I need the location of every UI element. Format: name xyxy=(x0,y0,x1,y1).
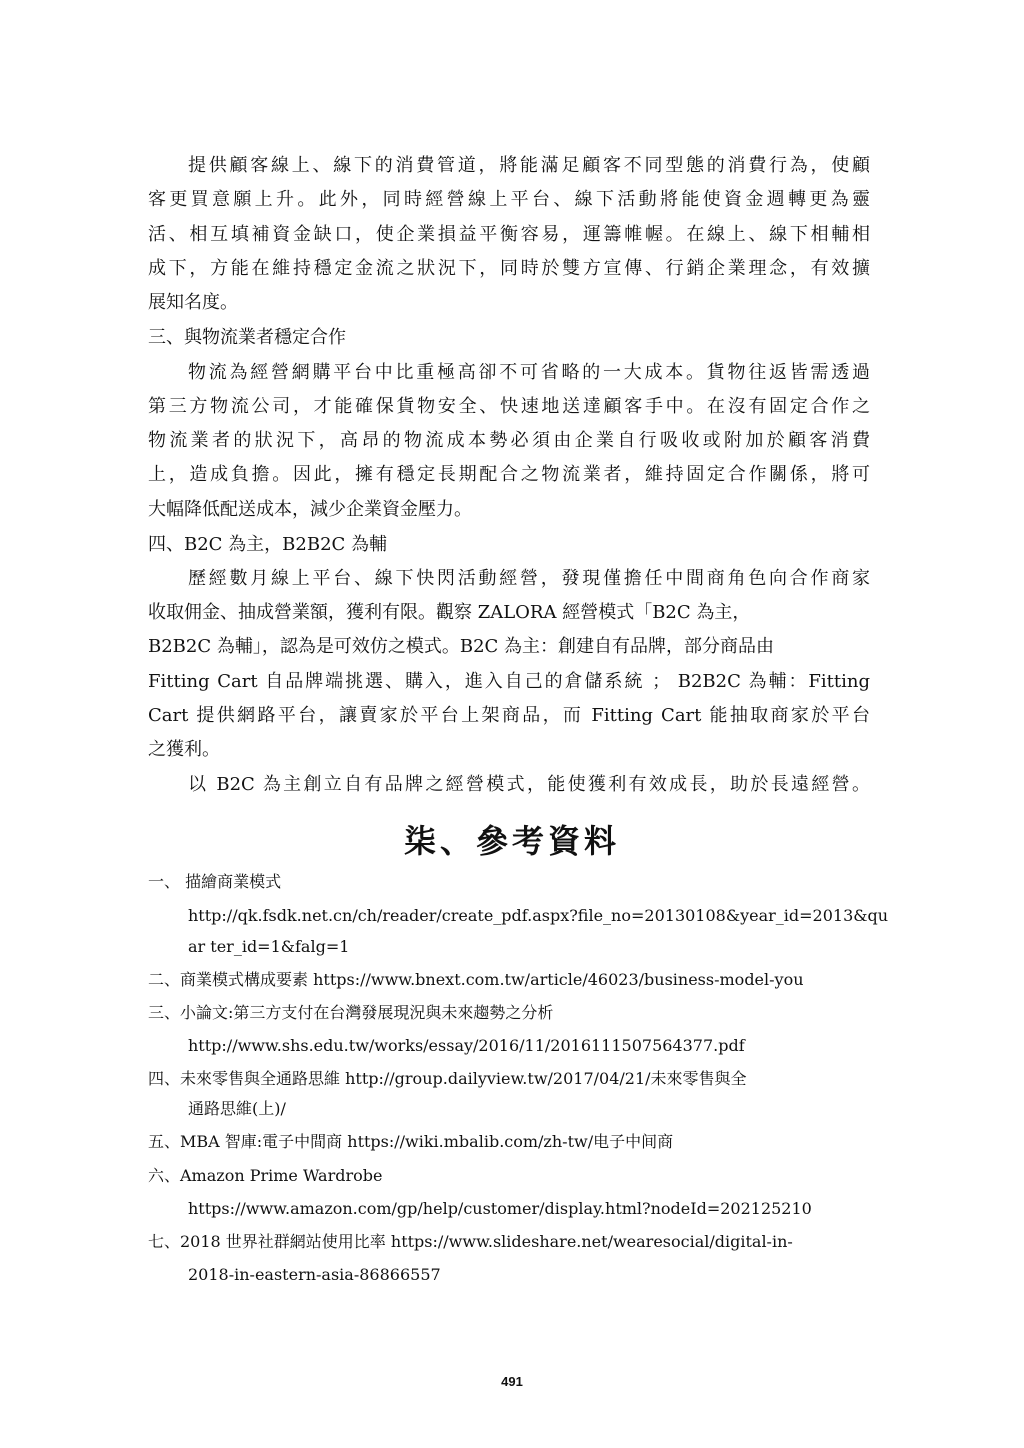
reference-url[interactable]: https://www.amazon.com/gp/help/customer/display.html?nodeId=202125210 xyxy=(188,1199,812,1218)
text-line: 歷經數月線上平台、線下快閃活動經營，發現僅擔任中間商角色向合作商家 xyxy=(188,568,870,589)
text-line: 物流為經營網購平台中比重極高卻不可省略的一大成本。貨物往返皆需透過 xyxy=(188,362,870,383)
subheading-b2c: 四、B2C 為主，B2B2C 為輔 xyxy=(148,534,388,555)
page-number: 491 xyxy=(501,1374,523,1389)
text-line: 客更買意願上升。此外，同時經營線上平台、線下活動將能使資金週轉更為靈 xyxy=(148,189,870,210)
reference-item: 五、MBA 智庫:電子中間商 https://wiki.mbalib.com/zh-tw/电子中间商 xyxy=(148,1132,674,1151)
section-title: 柒、參考資料 xyxy=(403,822,620,860)
text-line: 第三方物流公司，才能確保貨物安全、快速地送達顧客手中。在沒有固定合作之 xyxy=(148,396,870,417)
text-line: 物流業者的狀況下，高昂的物流成本勢必須由企業自行吸收或附加於顧客消費 xyxy=(148,430,870,451)
text-line: 提供顧客線上、線下的消費管道，將能滿足顧客不同型態的消費行為，使顧 xyxy=(188,155,870,176)
text-line: 收取佣金、抽成營業額，獲利有限。觀察 ZALORA 經營模式「B2C 為主， xyxy=(148,602,751,623)
text-line: 成下，方能在維持穩定金流之狀況下，同時於雙方宣傳、行銷企業理念，有效擴 xyxy=(148,258,870,279)
body-paragraph-4: 以 B2C 為主創立自有品牌之經營模式，能使獲利有效成長，助於長遠經營。 xyxy=(188,774,870,795)
text-line: Cart 提供網路平台，讓賣家於平台上架商品，而 Fitting Cart 能抽取商家於平台 xyxy=(148,705,870,726)
reference-url[interactable]: http://www.shs.edu.tw/works/essay/2016/11/2016111507564377.pdf xyxy=(188,1036,745,1055)
text-line: 活、相互填補資金缺口，使企業損益平衡容易，運籌帷幄。在線上、線下相輔相 xyxy=(148,224,870,245)
text-line: 之獲利。 xyxy=(148,739,220,760)
text-line: 展知名度。 xyxy=(148,292,238,313)
reference-url[interactable]: 2018-in-eastern-asia-86866557 xyxy=(188,1265,441,1284)
text-line: B2B2C 為輔」，認為是可效仿之模式。B2C 為主：創建自有品牌，部分商品由 xyxy=(148,636,775,657)
reference-item: 四、未來零售與全通路思維 http://group.dailyview.tw/2017/04/21/未來零售與全 xyxy=(148,1069,747,1088)
reference-item: 七、2018 世界社群網站使用比率 https://www.slideshare.net/wearesocial/digital-in- xyxy=(148,1232,793,1251)
text-line: 上，造成負擔。因此，擁有穩定長期配合之物流業者，維持固定合作關係，將可 xyxy=(148,464,870,485)
reference-url[interactable]: 通路思維(上)/ xyxy=(188,1099,286,1118)
reference-item: 三、小論文:第三方支付在台灣發展現況與未來趨勢之分析 xyxy=(148,1003,554,1022)
reference-item: 六、Amazon Prime Wardrobe xyxy=(148,1166,383,1185)
text-line: 大幅降低配送成本，減少企業資金壓力。 xyxy=(148,499,472,520)
reference-url[interactable]: http://qk.fsdk.net.cn/ch/reader/create_pdf.aspx?file_no=20130108&year_id=2013&qu xyxy=(188,906,889,925)
reference-item: 二、商業模式構成要素 https://www.bnext.com.tw/article/46023/business-model-you xyxy=(148,970,804,989)
reference-url[interactable]: ar ter_id=1&falg=1 xyxy=(188,937,350,956)
text-line: Fitting Cart 自品牌端挑選、購入，進入自己的倉儲系統 ； B2B2C 為輔：Fitting xyxy=(148,671,870,692)
subheading-logistics: 三、與物流業者穩定合作 xyxy=(148,327,346,348)
reference-item: 一、 描繪商業模式 xyxy=(148,872,282,891)
